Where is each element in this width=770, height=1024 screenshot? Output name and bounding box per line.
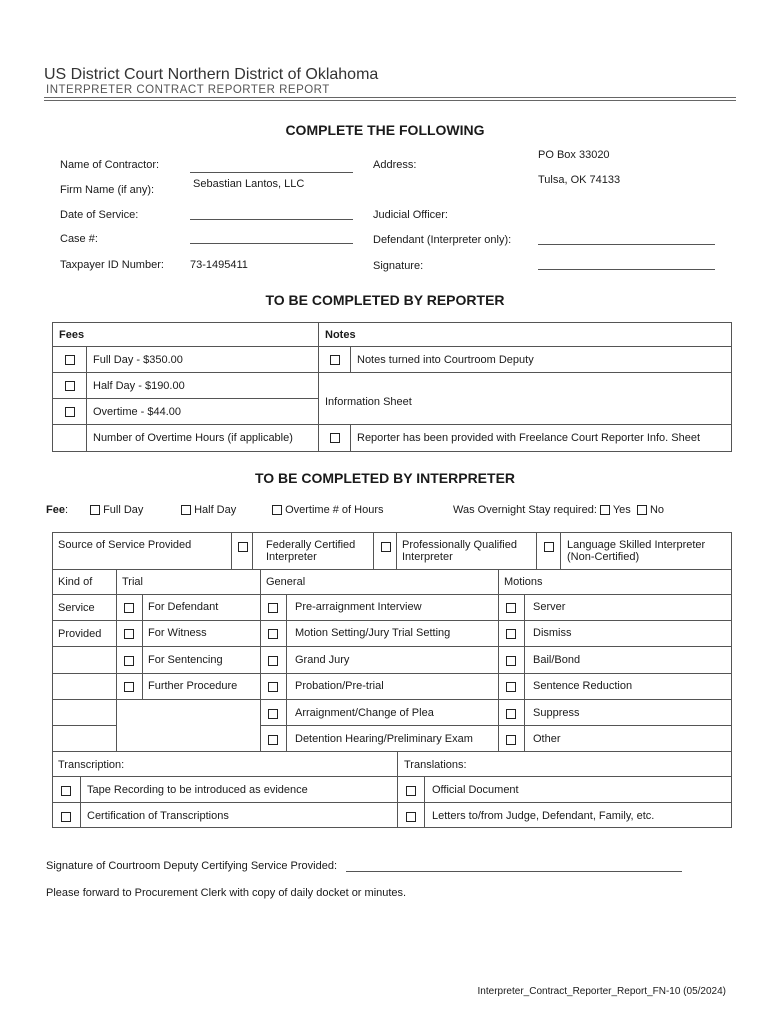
official-document-label: Official Document <box>432 784 519 796</box>
form-id: Interpreter_Contract_Reporter_Report_FN-10 (05/2024) <box>477 986 726 997</box>
general-checkbox[interactable] <box>268 735 278 745</box>
federally-certified-label: Federally Certified Interpreter <box>266 539 356 563</box>
case-number-label: Case #: <box>60 233 98 245</box>
date-of-service-label: Date of Service: <box>60 209 139 221</box>
motions-checkbox[interactable] <box>506 735 516 745</box>
tape-recording-label: Tape Recording to be introduced as evidence <box>87 784 308 796</box>
half-day-checkbox[interactable] <box>65 381 75 391</box>
deputy-signature-field[interactable] <box>346 860 682 872</box>
fees-header: Fees <box>53 323 319 347</box>
general-item: Grand Jury <box>295 654 350 666</box>
signature-field[interactable] <box>538 258 715 270</box>
fee-overtime-checkbox[interactable] <box>272 505 282 515</box>
motions-item: Other <box>533 733 561 745</box>
defendant-label: Defendant (Interpreter only): <box>373 234 512 246</box>
header-rule <box>44 100 736 101</box>
motions-item: Dismiss <box>533 627 572 639</box>
reporter-provided-label: Reporter has been provided with Freelance Court Reporter Info. Sheet <box>351 425 732 452</box>
address-line2[interactable]: Tulsa, OK 74133 <box>538 174 621 186</box>
motions-header: Motions <box>504 576 543 588</box>
defendant-field[interactable] <box>538 233 715 245</box>
notes-turned-in-label: Notes turned into Courtroom Deputy <box>351 347 732 373</box>
half-day-fee: Half Day - $190.00 <box>87 373 319 399</box>
date-of-service-field[interactable] <box>190 208 353 220</box>
name-of-contractor-label: Name of Contractor: <box>60 159 160 171</box>
firm-name-label: Firm Name (if any): <box>60 184 155 196</box>
trial-item: For Witness <box>148 627 207 639</box>
motions-item: Bail/Bond <box>533 654 581 666</box>
firm-name-value[interactable]: Sebastian Lantos, LLC <box>193 178 305 190</box>
trial-header: Trial <box>122 576 143 588</box>
motions-checkbox[interactable] <box>506 709 516 719</box>
service-grid <box>52 532 732 828</box>
letters-checkbox[interactable] <box>406 812 416 822</box>
tape-recording-checkbox[interactable] <box>61 786 71 796</box>
provided-label: Provided <box>58 628 102 640</box>
motions-checkbox[interactable] <box>506 682 516 692</box>
general-checkbox[interactable] <box>268 603 278 613</box>
reporter-provided-checkbox[interactable] <box>330 433 340 443</box>
general-item: Detention Hearing/Preliminary Exam <box>295 733 473 745</box>
overnight-label: Was Overnight Stay required: <box>453 504 597 516</box>
fee-label: Fee <box>46 504 65 516</box>
deputy-signature-label: Signature of Courtroom Deputy Certifying Service Provided: <box>46 860 338 872</box>
full-day-fee: Full Day - $350.00 <box>87 347 319 373</box>
case-number-field[interactable] <box>190 232 353 244</box>
notes-turned-in-checkbox[interactable] <box>330 355 340 365</box>
overtime-hours-label: Number of Overtime Hours (if applicable) <box>87 425 319 452</box>
address-line1[interactable]: PO Box 33020 <box>538 149 610 161</box>
trial-item: For Defendant <box>148 601 219 613</box>
kind-of-label: Kind of <box>58 576 93 588</box>
general-checkbox[interactable] <box>268 656 278 666</box>
complete-following-title: COMPLETE THE FOLLOWING <box>285 122 485 138</box>
transcription-label: Transcription: <box>58 759 125 771</box>
interpreter-section-title: TO BE COMPLETED BY INTERPRETER <box>254 470 516 486</box>
certification-checkbox[interactable] <box>61 812 71 822</box>
fee-half-day-checkbox[interactable] <box>181 505 191 515</box>
general-item: Pre-arraignment Interview <box>295 601 422 613</box>
federally-certified-checkbox[interactable] <box>238 542 248 552</box>
fee-colon: : <box>64 504 69 516</box>
professionally-qualified-checkbox[interactable] <box>381 542 391 552</box>
overnight-no-checkbox[interactable] <box>637 505 647 515</box>
fee-full-day-checkbox[interactable] <box>90 505 100 515</box>
court-name: US District Court Northern District of Oklahoma <box>44 66 379 83</box>
professionally-qualified-label: Professionally Qualified Interpreter <box>402 539 517 563</box>
overtime-checkbox[interactable] <box>65 407 75 417</box>
reporter-table <box>52 322 732 452</box>
report-subtitle: INTERPRETER CONTRACT REPORTER REPORT <box>46 84 330 96</box>
trial-item: For Sentencing <box>148 654 223 666</box>
overnight-no-label: No <box>649 504 665 516</box>
motions-item: Server <box>533 601 566 613</box>
motions-checkbox[interactable] <box>506 629 516 639</box>
language-skilled-label: Language Skilled Interpreter (Non-Certified) <box>567 539 706 563</box>
forward-note: Please forward to Procurement Clerk with copy of daily docket or minutes. <box>46 887 407 899</box>
general-checkbox[interactable] <box>268 682 278 692</box>
trial-checkbox[interactable] <box>124 629 134 639</box>
general-item: Motion Setting/Jury Trial Setting <box>295 627 451 639</box>
general-header: General <box>266 576 306 588</box>
translations-label: Translations: <box>404 759 467 771</box>
fee-half-day-label: Half Day <box>194 504 237 516</box>
motions-item: Suppress <box>533 707 580 719</box>
trial-checkbox[interactable] <box>124 682 134 692</box>
address-label: Address: <box>373 159 417 171</box>
general-item: Probation/Pre-trial <box>295 680 384 692</box>
trial-checkbox[interactable] <box>124 656 134 666</box>
overnight-yes-label: Yes <box>612 504 631 516</box>
general-item: Arraignment/Change of Plea <box>295 707 434 719</box>
reporter-section-title: TO BE COMPLETED BY REPORTER <box>265 292 505 308</box>
certification-label: Certification of Transcriptions <box>87 810 229 822</box>
overtime-fee: Overtime - $44.00 <box>87 399 319 425</box>
motions-checkbox[interactable] <box>506 603 516 613</box>
motions-item: Sentence Reduction <box>533 680 633 692</box>
header-rule <box>44 97 736 98</box>
notes-header: Notes <box>319 323 732 347</box>
official-document-checkbox[interactable] <box>406 786 416 796</box>
language-skilled-checkbox[interactable] <box>544 542 554 552</box>
general-checkbox[interactable] <box>268 629 278 639</box>
information-sheet-label: Information Sheet <box>319 373 732 425</box>
service-label: Service <box>58 602 95 614</box>
trial-checkbox[interactable] <box>124 603 134 613</box>
taxpayer-id-label: Taxpayer ID Number: <box>60 259 164 271</box>
fee-overtime-label: Overtime # of Hours <box>285 504 384 516</box>
trial-item: Further Procedure <box>148 680 238 692</box>
letters-label: Letters to/from Judge, Defendant, Family, etc. <box>432 810 655 822</box>
general-checkbox[interactable] <box>268 709 278 719</box>
name-of-contractor-field[interactable] <box>190 161 353 173</box>
signature-label: Signature: <box>373 260 424 272</box>
fee-full-day-label: Full Day <box>103 504 144 516</box>
overnight-yes-checkbox[interactable] <box>600 505 610 515</box>
taxpayer-id-value[interactable]: 73-1495411 <box>190 259 248 271</box>
full-day-checkbox[interactable] <box>65 355 75 365</box>
motions-checkbox[interactable] <box>506 656 516 666</box>
source-of-service-label: Source of Service Provided <box>58 539 192 551</box>
judicial-officer-label: Judicial Officer: <box>373 209 448 221</box>
